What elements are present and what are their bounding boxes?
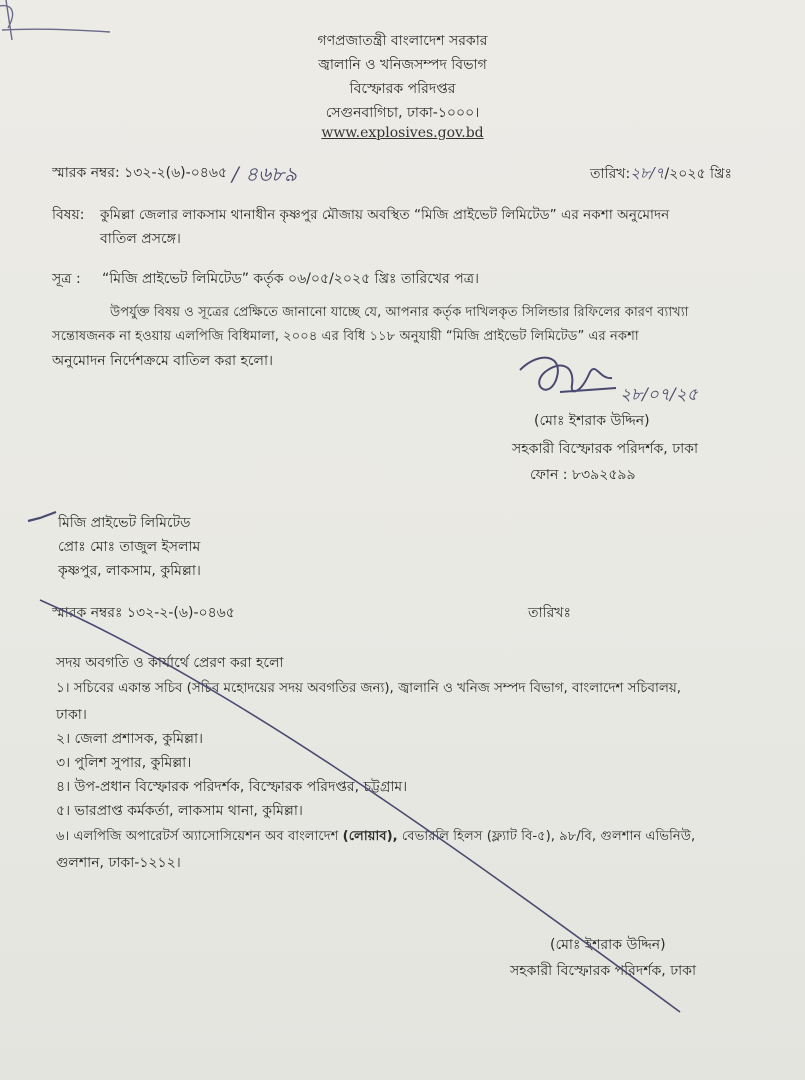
footer-signatory-designation: সহকারী বিস্ফোরক পরিদর্শক, ঢাকা — [510, 963, 697, 979]
memo-number: ১৩২-২(৬)-০৪৬৫ — [124, 165, 228, 181]
copy-memo-date-label: তারিখঃ — [528, 605, 571, 621]
distribution-item-6-cont: গুলশান, ঢাকা-১২১২। — [56, 855, 181, 871]
body-line-2: সন্তোষজনক না হওয়ায় এলপিজি বিধিমালা, ২০০৪ এর বিধি ১১৮ অনুযায়ী “মিজি প্রাইভেট লিমিটেড” এর নকশা — [52, 329, 639, 344]
copy-memo-label: স্মারক নম্বরঃ — [52, 605, 123, 621]
reference-text: “মিজি প্রাইভেট লিমিটেড” কর্তৃক ০৬/০৫/২০২৫ খ্রিঃ তারিখের পত্র। — [102, 271, 479, 287]
subject-line-2: বাতিল প্রসঙ্গে। — [100, 231, 181, 247]
signatory-phone: ফোন : ৮৩৯২৫৯৯ — [530, 467, 636, 483]
signatory-designation: সহকারী বিস্ফোরক পরিদর্শক, ঢাকা — [512, 441, 699, 457]
recipient-line-2: প্রোঃ মোঃ তাজুল ইসলাম — [58, 539, 201, 555]
office-address: সেগুনবাগিচা, ঢাকা-১০০০। — [325, 105, 480, 121]
website-link[interactable]: www.explosives.gov.bd — [321, 125, 484, 141]
footer-signatory-name: (মোঃ ইশরাক উদ্দিন) — [550, 937, 666, 953]
signature-scrawl — [520, 358, 616, 392]
reference-label: সূত্র : — [52, 271, 81, 287]
distribution-item-4: ৪। উপ-প্রধান বিস্ফোরক পরিদর্শক, বিস্ফোরক পরিদপ্তর, চট্টগ্রাম। — [56, 779, 408, 795]
recipient-line-1: মিজি প্রাইভেট লিমিটেড — [58, 515, 191, 531]
copy-memo-number: ১৩২-২-(৬)-০৪৬৫ — [126, 605, 235, 621]
body-line-3: অনুমোদন নির্দেশক্রমে বাতিল করা হলো। — [52, 353, 274, 369]
recipient-check-mark — [28, 512, 56, 521]
subject-label: বিষয়: — [52, 207, 85, 223]
memo-date-suffix: /২০২৫ খ্রিঃ — [664, 166, 732, 182]
distribution-item-1: ১। সচিবের একান্ত সচিব (সচিব মহোদয়ের সদয় অবগতির জন্য), জ্বালানি ও খনিজ সম্পদ বিভাগ, বাংলাদেশ সচিবালয়, — [56, 681, 681, 696]
handwritten-date: ২৮/৭ — [630, 164, 665, 182]
distribution-item-2: ২। জেলা প্রশাসক, কুমিল্লা। — [56, 731, 204, 747]
distribution-item-6 — [56, 828, 695, 846]
body-line-1: উপর্যুক্ত বিষয় ও সূত্রের প্রেক্ষিতে জানানো যাচ্ছে যে, আপনার কর্তৃক দাখিলকৃত সিলিন্ডার রিফিলের কারণ ব্যাখ্যা — [110, 305, 689, 320]
copy-memo-row — [52, 604, 235, 622]
handwritten-signature-date: ২৮/০৭/২৫ — [620, 385, 698, 405]
memo-date-label: তারিখ: — [590, 166, 631, 182]
distribution-item-6-rest: বেভারলি হিলস (ফ্ল্যাট বি-৫), ৯৮/বি, গুলশান এভিনিউ, — [401, 829, 696, 844]
distribution-item-3: ৩। পুলিশ সুপার, কুমিল্লা। — [56, 755, 192, 771]
memo-date-row — [590, 164, 732, 183]
memo-number-row — [52, 164, 227, 182]
handwritten-memo-number: / ৪৬৮৯ — [232, 162, 298, 186]
distribution-item-6-prefix: ৬। এলপিজি অপারেটর্স অ্যাসোসিয়েশন অব বাংলাদেশ — [56, 829, 339, 844]
distribution-item-6-bold: (লোয়াব), — [342, 829, 398, 844]
ministry-title: জ্বালানি ও খনিজসম্পদ বিভাগ — [318, 57, 487, 73]
recipient-line-3: কৃষ্ণপুর, লাকসাম, কুমিল্লা। — [58, 563, 201, 579]
distribution-item-1-cont: ঢাকা। — [56, 707, 87, 723]
government-title: গণপ্রজাতন্ত্রী বাংলাদেশ সরকার — [317, 33, 488, 49]
distribution-intro: সদয় অবগতি ও কার্যার্থে প্রেরণ করা হলো — [56, 655, 284, 671]
memo-label: স্মারক নম্বর: — [52, 165, 120, 181]
signatory-name: (মোঃ ইশরাক উদ্দিন) — [534, 413, 650, 429]
distribution-item-5: ৫। ভারপ্রাপ্ত কর্মকর্তা, লাকসাম থানা, কুমিল্লা। — [56, 803, 303, 819]
department-title: বিস্ফোরক পরিদপ্তর — [349, 81, 456, 97]
subject-line-1: কুমিল্লা জেলার লাকসাম থানাধীন কৃষ্ণপুর মৌজায় অবস্থিত “মিজি প্রাইভেট লিমিটেড” এর নকশা অনুমোদন — [100, 207, 670, 223]
